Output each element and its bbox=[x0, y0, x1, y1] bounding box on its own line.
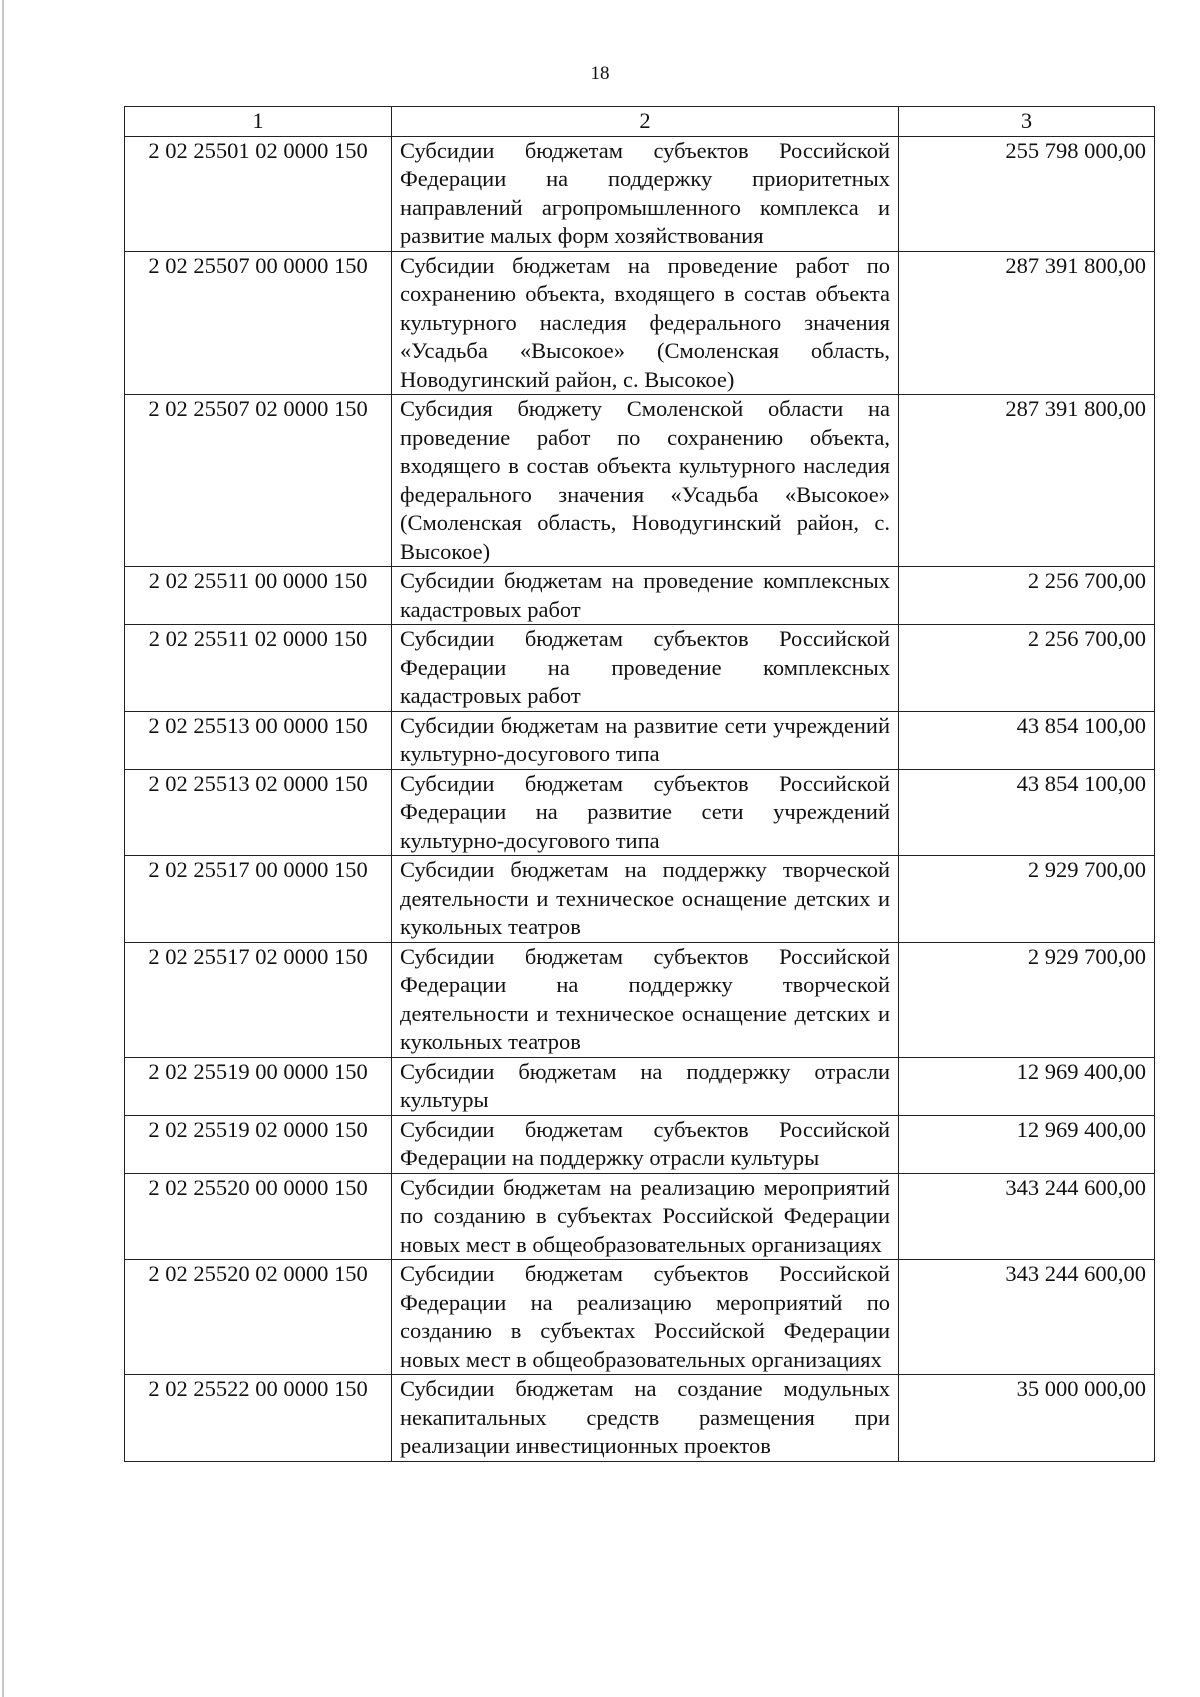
table-row bbox=[125, 1260, 1155, 1375]
table-row bbox=[125, 136, 1155, 251]
page-number: 18 bbox=[590, 63, 610, 84]
row-amount: 287 391 800,00 bbox=[899, 395, 1155, 567]
row-amount: 43 854 100,00 bbox=[899, 711, 1155, 769]
row-description: Субсидии бюджетам субъектов Российской Федерации на проведение комплексных кадастровых работ bbox=[392, 625, 899, 712]
table-row bbox=[125, 856, 1155, 943]
row-code: 2 02 25520 00 0000 150 bbox=[125, 1173, 392, 1260]
column-header-description: 2 bbox=[392, 107, 899, 137]
table-row bbox=[125, 395, 1155, 567]
row-code: 2 02 25513 00 0000 150 bbox=[125, 711, 392, 769]
table-row bbox=[125, 1057, 1155, 1115]
row-amount: 12 969 400,00 bbox=[899, 1115, 1155, 1173]
row-description: Субсидии бюджетам субъектов Российской Федерации на развитие сети учреждений культурно-досугового типа bbox=[392, 769, 899, 856]
scan-left-edge bbox=[2, 0, 4, 1697]
row-description: Субсидии бюджетам субъектов Российской Федерации на поддержку приоритетных направлений агропромышленного комплекса и развитие малых форм хозяйствования bbox=[392, 136, 899, 251]
row-amount: 2 929 700,00 bbox=[899, 942, 1155, 1057]
row-description: Субсидии бюджетам субъектов Российской Федерации на реализацию мероприятий по созданию в субъектах Российской Федерации новых мест в общеобразовательных организациях bbox=[392, 1260, 899, 1375]
row-code: 2 02 25501 02 0000 150 bbox=[125, 136, 392, 251]
table-row bbox=[125, 1115, 1155, 1173]
table-row bbox=[125, 567, 1155, 625]
budget-revenue-table bbox=[124, 106, 1155, 1462]
row-description: Субсидии бюджетам субъектов Российской Федерации на поддержку отрасли культуры bbox=[392, 1115, 899, 1173]
row-code: 2 02 25522 00 0000 150 bbox=[125, 1375, 392, 1462]
row-amount: 43 854 100,00 bbox=[899, 769, 1155, 856]
table-row bbox=[125, 769, 1155, 856]
row-amount: 2 929 700,00 bbox=[899, 856, 1155, 943]
row-amount: 255 798 000,00 bbox=[899, 136, 1155, 251]
row-code: 2 02 25517 02 0000 150 bbox=[125, 942, 392, 1057]
table-row bbox=[125, 1375, 1155, 1462]
row-description: Субсидии бюджетам на поддержку отрасли культуры bbox=[392, 1057, 899, 1115]
table-row bbox=[125, 942, 1155, 1057]
row-code: 2 02 25519 00 0000 150 bbox=[125, 1057, 392, 1115]
row-amount: 35 000 000,00 bbox=[899, 1375, 1155, 1462]
table-row bbox=[125, 251, 1155, 395]
row-description: Субсидии бюджетам на поддержку творческой деятельности и техническое оснащение детских и кукольных театров bbox=[392, 856, 899, 943]
row-description: Субсидии бюджетам на реализацию мероприятий по созданию в субъектах Российской Федерации новых мест в общеобразовательных организациях bbox=[392, 1173, 899, 1260]
column-header-amount: 3 bbox=[899, 107, 1155, 137]
table-row bbox=[125, 625, 1155, 712]
row-amount: 2 256 700,00 bbox=[899, 567, 1155, 625]
row-description: Субсидии бюджетам на создание модульных некапитальных средств размещения при реализации инвестиционных проектов bbox=[392, 1375, 899, 1462]
row-code: 2 02 25511 02 0000 150 bbox=[125, 625, 392, 712]
row-description: Субсидии бюджетам субъектов Российской Федерации на поддержку творческой деятельности и техническое оснащение детских и кукольных театров bbox=[392, 942, 899, 1057]
table-row bbox=[125, 1173, 1155, 1260]
row-amount: 343 244 600,00 bbox=[899, 1173, 1155, 1260]
row-description: Субсидии бюджетам на проведение комплексных кадастровых работ bbox=[392, 567, 899, 625]
row-amount: 287 391 800,00 bbox=[899, 251, 1155, 395]
row-amount: 2 256 700,00 bbox=[899, 625, 1155, 712]
row-amount: 343 244 600,00 bbox=[899, 1260, 1155, 1375]
row-code: 2 02 25519 02 0000 150 bbox=[125, 1115, 392, 1173]
row-description: Субсидия бюджету Смоленской области на проведение работ по сохранению объекта, входящего в состав объекта культурного наследия федерального значения «Усадьба «Высокое» (Смоленская область, Новодугинский район, с. Высокое) bbox=[392, 395, 899, 567]
row-code: 2 02 25520 02 0000 150 bbox=[125, 1260, 392, 1375]
row-code: 2 02 25513 02 0000 150 bbox=[125, 769, 392, 856]
row-description: Субсидии бюджетам на развитие сети учреждений культурно-досугового типа bbox=[392, 711, 899, 769]
column-header-code: 1 bbox=[125, 107, 392, 137]
table-header-row bbox=[125, 107, 1155, 137]
row-code: 2 02 25517 00 0000 150 bbox=[125, 856, 392, 943]
row-code: 2 02 25507 02 0000 150 bbox=[125, 395, 392, 567]
table-row bbox=[125, 711, 1155, 769]
row-description: Субсидии бюджетам на проведение работ по сохранению объекта, входящего в состав объекта культурного наследия федерального значения «Усадьба «Высокое» (Смоленская область, Новодугинский район, с. Высокое) bbox=[392, 251, 899, 395]
row-code: 2 02 25507 00 0000 150 bbox=[125, 251, 392, 395]
row-code: 2 02 25511 00 0000 150 bbox=[125, 567, 392, 625]
row-amount: 12 969 400,00 bbox=[899, 1057, 1155, 1115]
